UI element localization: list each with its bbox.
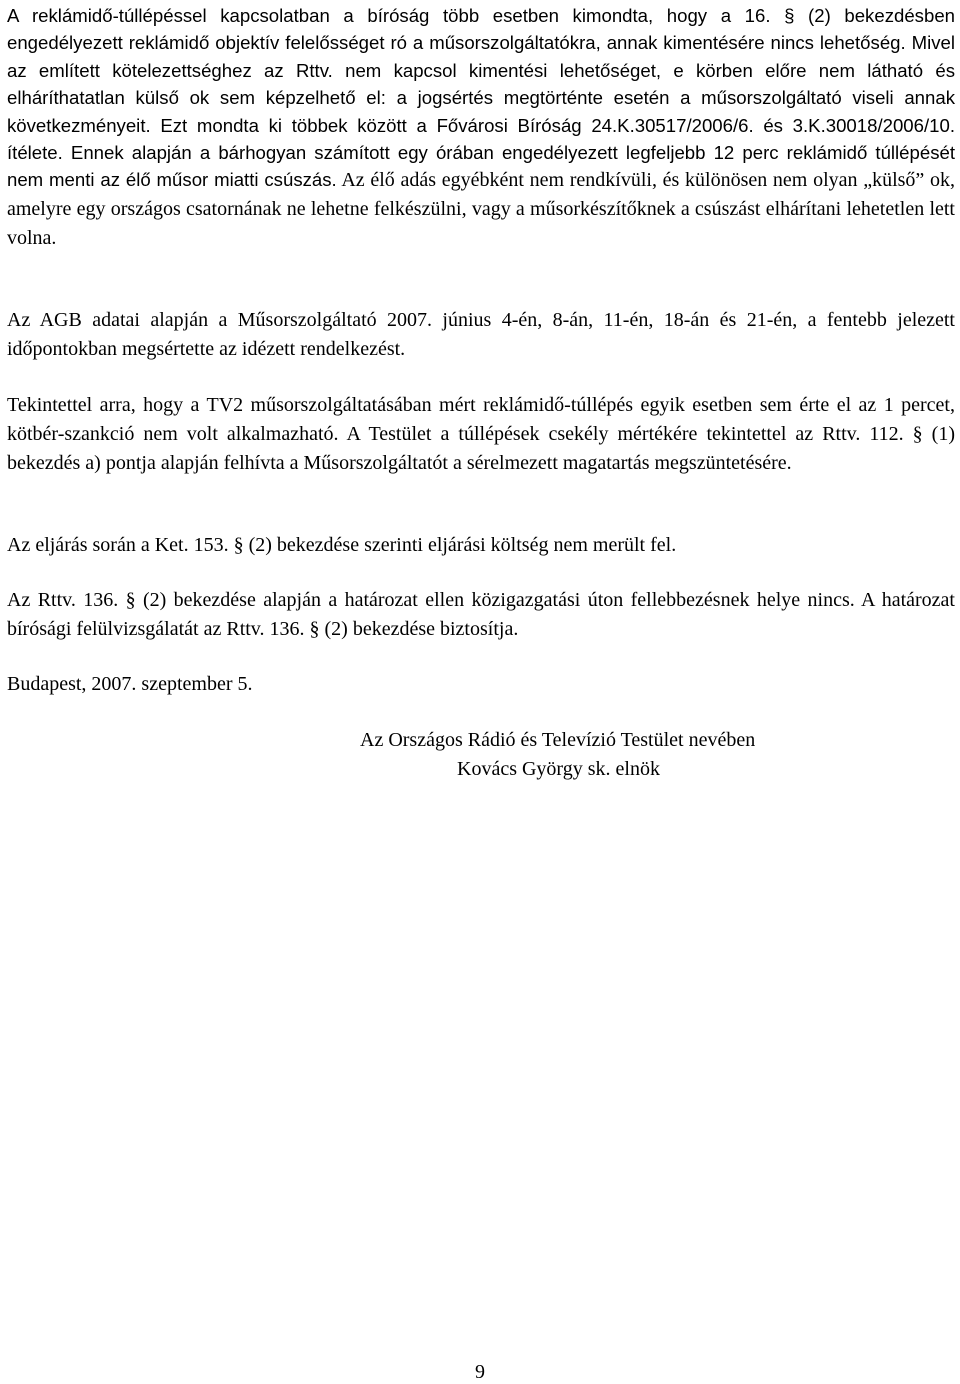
paragraph-2: Az AGB adatai alapján a Műsorszolgáltató 2007. június 4-én, 8-án, 11-én, 18-án és 21-én, a fentebb jelezett időpontokban megsértette az idézett rendelkezést. [7, 309, 955, 360]
page-number: 9 [475, 1361, 485, 1383]
paragraph-4: Az eljárás során a Ket. 153. § (2) bekezdése szerinti eljárási költség nem merült fel. [7, 534, 677, 556]
paragraph-3: Tekintettel arra, hogy a TV2 műsorszolgáltatásában mért reklámidő-túllépés egyik esetben sem érte el az 1 percet, kötbér-szankció nem volt alkalmazható. A Testület a túllépések csekély mértékére tekintettel az Rttv. 112. § (1) bekezdés a) pontja alapján felhívta a Műsorszolgáltatót a sérelmezett magatartás megszüntetésére. [7, 394, 955, 474]
paragraph-1-serif-text: Az élő adás egyébként nem rendkívüli, és különösen nem olyan „külső” ok, amelyre egy országos csatornának ne lehetne felkészülni, vagy a műsorkészítőknek a csúszást elhárítani lehetetlen lett volna. [7, 169, 955, 250]
signature-line-2: Kovács György sk. elnök [457, 758, 660, 780]
signature-block [360, 726, 960, 784]
paragraph-6-date: Budapest, 2007. szeptember 5. [7, 673, 253, 695]
paragraph-5: Az Rttv. 136. § (2) bekezdése alapján a határozat ellen közigazgatási úton fellebbezésnek helye nincs. A határozat bírósági felülvizsgálatát az Rttv. 136. § (2) bekezdése biztosítja. [7, 589, 955, 640]
paragraph-1 [7, 2, 955, 253]
paragraph-1-sans-text: A reklámidő-túllépéssel kapcsolatban a bíróság több esetben kimondta, hogy a 16. § (2) bekezdésben engedélyezett reklámidő objektív felelősséget ró a műsorszolgáltatókra, annak kimentésére nincs lehetőség. Mivel az említett kötelezettséghez az Rttv. nem kapcsol kimentési lehetőséget, e körben előre nem látható és elháríthatatlan külső ok sem képzelhető el: a jogsértés megtörténte esetén a műsorszolgáltató viseli annak következményeit. Ezt mondta ki többek között a Fővárosi Bíróság 24.K.30517/2006/6. és 3.K.30018/2006/10. ítélete. Ennek alapján a bárhogyan számított egy órában engedélyezett legfeljebb 12 perc reklámidő túllépését nem menti az élő műsor miatti csúszás. [7, 5, 955, 191]
signature-line-1: Az Országos Rádió és Televízió Testület nevében [360, 729, 756, 751]
